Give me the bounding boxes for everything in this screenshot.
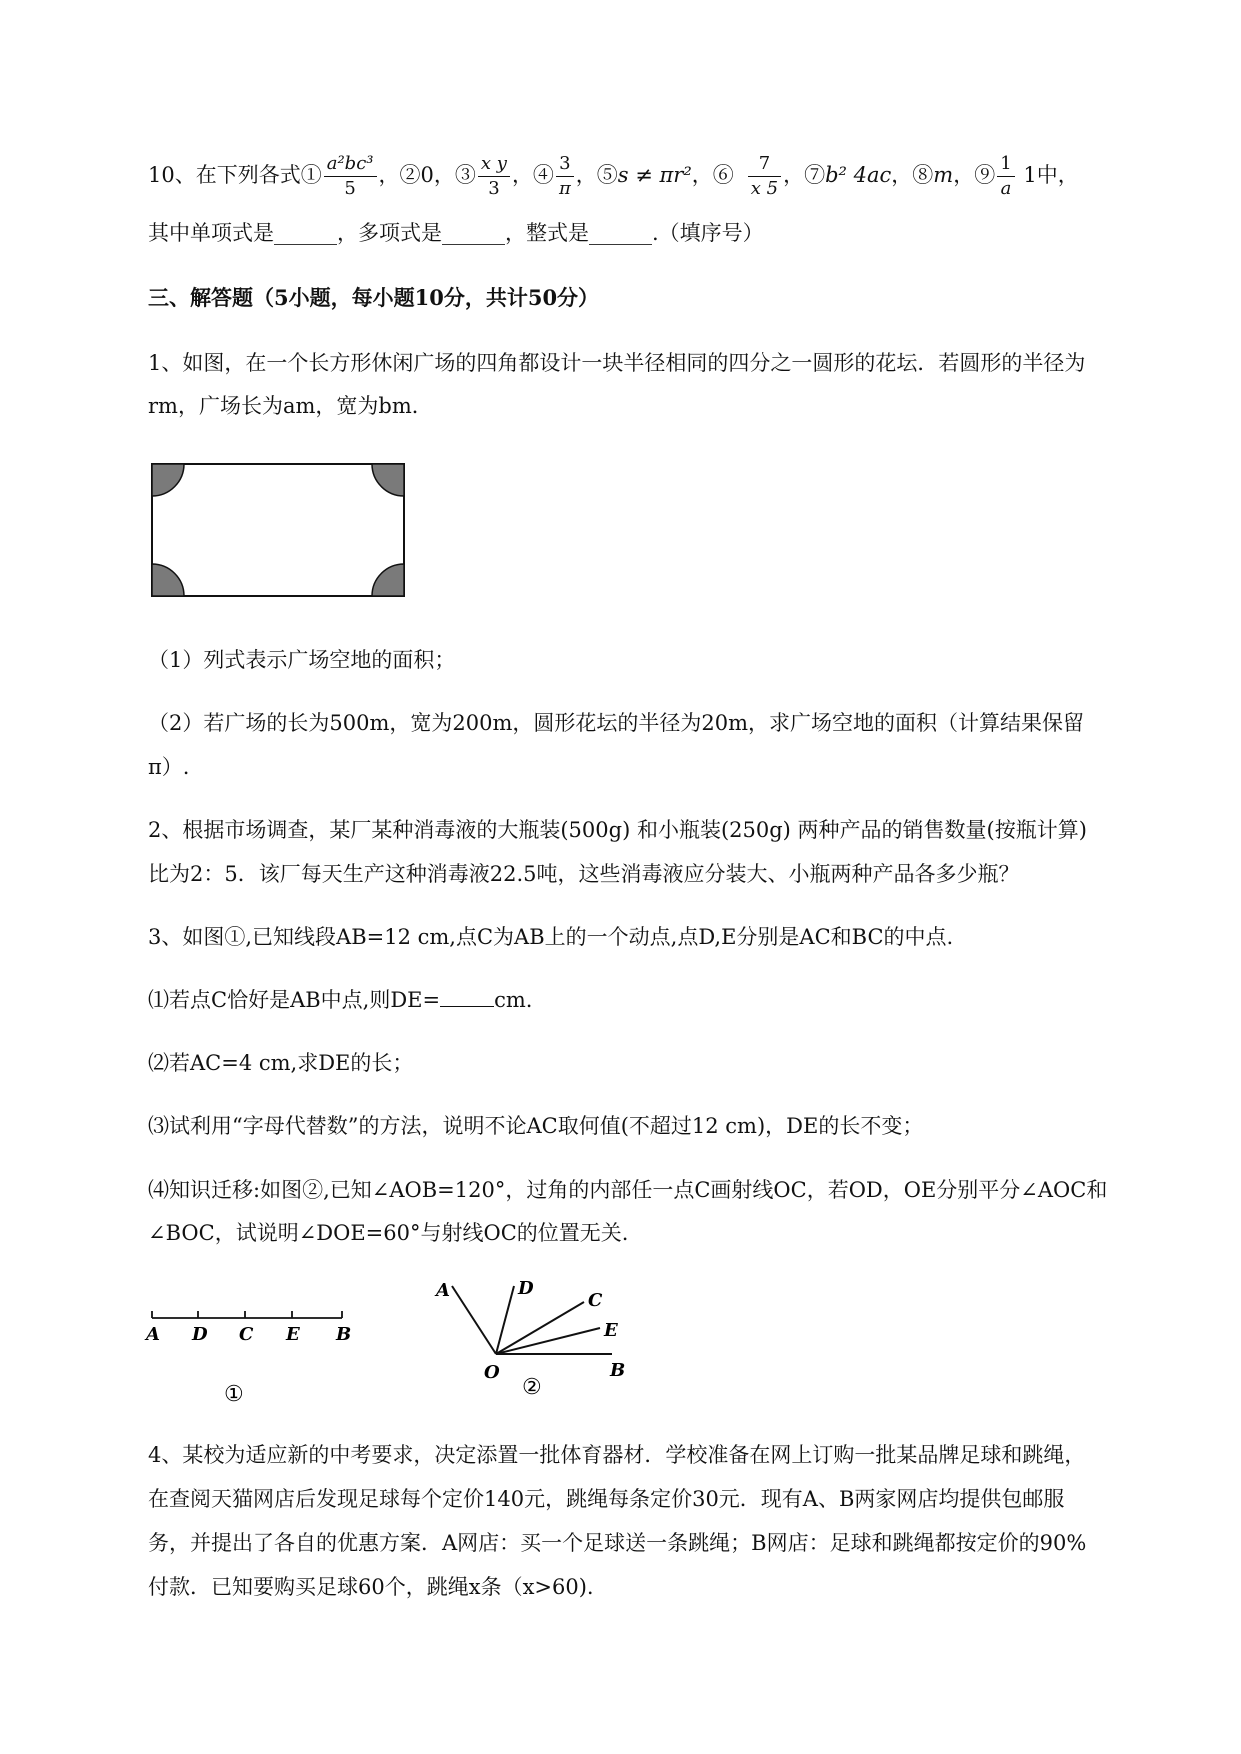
plaza-figure bbox=[148, 460, 408, 600]
q3-sub4-line1: ⑷知识迁移:如图②,已知∠AOB=120°，过角的内部任一点C画射线OC，若OD，OE分别平分∠AOC和 bbox=[148, 1178, 1108, 1202]
ray-oe bbox=[496, 1328, 600, 1354]
q1-line1: 1、如图，在一个长方形休闲广场的四角都设计一块半径相同的四分之一圆形的花坛．若圆形的半径为 bbox=[148, 351, 1086, 375]
q2-line2: 比为2：5．该厂每天生产这种消毒液22.5吨，这些消毒液应分装大、小瓶两种产品各多少瓶？ bbox=[148, 862, 1020, 886]
q1-sub1: （1）列式表示广场空地的面积； bbox=[148, 648, 456, 672]
q10-fraction-3: $\frac{\text{x y}}{3}$ bbox=[478, 152, 510, 201]
q3-line1: 3、如图①,已知线段AB=12 cm,点C为AB上的一个动点,点D,E分别是AC和BC的中点. bbox=[148, 925, 954, 949]
label-b: B bbox=[336, 1324, 352, 1345]
q4-line1: 4、某校为适应新的中考要求，决定添置一批体育器材．学校准备在网上订购一批某品牌足球和跳绳， bbox=[148, 1443, 1086, 1467]
q1-sub2-line2: π）. bbox=[148, 755, 190, 779]
q3-sub1: ⑴若点C恰好是AB中点,则DE= cm. bbox=[148, 988, 533, 1012]
label-angle-c: C bbox=[588, 1290, 603, 1311]
answer-blank bbox=[440, 986, 494, 1007]
plaza-rectangle bbox=[152, 464, 404, 596]
q10-prefix: 10、在下列各式① bbox=[148, 163, 322, 187]
q3-sub3: ⑶试利用“字母代替数”的方法，说明不论AC取何值(不超过12 cm)，DE的长不变； bbox=[148, 1114, 924, 1138]
q4-line3: 务，并提出了各自的优惠方案．A网店：买一个足球送一条跳绳；B网店：足球和跳绳都按定价的90% bbox=[148, 1531, 1087, 1555]
label-angle-a: A bbox=[436, 1280, 450, 1301]
label-angle-o: O bbox=[484, 1362, 500, 1383]
label-angle-b: B bbox=[610, 1360, 626, 1381]
label-a: A bbox=[146, 1324, 160, 1345]
q3-sub2: ⑵若AC=4 cm,求DE的长； bbox=[148, 1051, 414, 1075]
q10-fraction-1: $\frac{\text{a²bc³}}{5}$ bbox=[324, 152, 377, 201]
label-angle-e: E bbox=[604, 1320, 618, 1341]
q10-expr-7: b² 4ac bbox=[825, 163, 892, 187]
label-e: E bbox=[286, 1324, 300, 1345]
q1-sub2-line1: （2）若广场的长为500m，宽为200m，圆形花坛的半径为20m，求广场空地的面积（计算结果保留 bbox=[148, 711, 1084, 735]
section-title: 三、解答题（5小题，每小题10分，共计50分） bbox=[148, 285, 600, 310]
q4-line2: 在查阅天猫网店后发现足球每个定价140元，跳绳每条定价30元．现有A、B两家网店均提供包邮服 bbox=[148, 1487, 1065, 1511]
q2-line1: 2、根据市场调查，某厂某种消毒液的大瓶装(500g) 和小瓶装(250g) 两种产品的销售数量(按瓶计算) bbox=[148, 818, 1087, 842]
q4-line4: 付款．已知要购买足球60个，跳绳x条（x>60). bbox=[148, 1575, 594, 1599]
angle-figure bbox=[428, 1272, 648, 1412]
label-d: D bbox=[192, 1324, 208, 1345]
q3-sub4-line2: ∠BOC，试说明∠DOE=60°与射线OC的位置无关. bbox=[148, 1221, 629, 1245]
figure2-caption: ② bbox=[522, 1375, 542, 1400]
q10-expr-5: s ≠ πr² bbox=[617, 163, 692, 187]
q10-expr-8: m bbox=[933, 163, 954, 187]
q10-fraction-9: $\frac{1}{a}$ bbox=[997, 152, 1014, 201]
q10-line2: 其中单项式是______，多项式是______，整式是______.（填序号） bbox=[148, 221, 764, 245]
figure1-caption: ① bbox=[224, 1382, 244, 1407]
label-angle-d: D bbox=[518, 1278, 534, 1299]
q10-fraction-6: $\frac{7}{x 5}$ bbox=[748, 152, 781, 201]
segment-figure bbox=[140, 1300, 360, 1410]
ray-oa bbox=[452, 1286, 496, 1354]
q10-fraction-4: $\frac{3}{\pi}$ bbox=[556, 152, 574, 201]
label-c: C bbox=[239, 1324, 254, 1345]
q1-line2: rm，广场长为am，宽为bm． bbox=[148, 394, 433, 418]
q10-line1: 10、在下列各式① $\frac{\text{a²bc³}}{5}$ ，②0，③ $\frac{\text{x y}}{3}$ ，④ $\frac{3}{\pi}$ ，⑤s ≠ πr²，⑥ $\frac{7}{x 5}$ ，⑦b² 4ac，⑧m，⑨ $\frac{1}{a}$ 1中， bbox=[148, 153, 1079, 199]
ray-oc bbox=[496, 1302, 584, 1354]
